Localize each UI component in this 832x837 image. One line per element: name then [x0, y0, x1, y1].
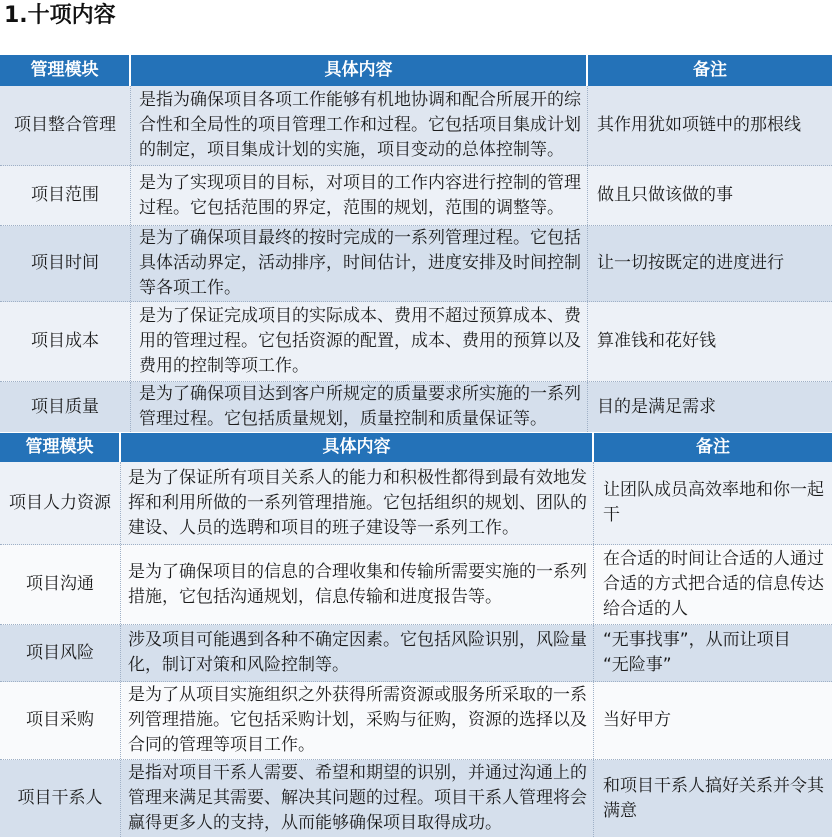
- module-cell: [0, 166, 131, 225]
- remark-line: 满意: [603, 800, 637, 821]
- module-cell: [0, 545, 121, 624]
- table-row: [0, 462, 832, 545]
- module-cell: [0, 382, 131, 432]
- module-cell: [0, 760, 121, 837]
- table-row: [0, 682, 832, 760]
- remark-cell: [594, 760, 832, 837]
- content-cell: [121, 545, 594, 624]
- remark-line: “无事找事”，从而让项目: [603, 630, 791, 650]
- module-name: 项目整合管理: [14, 115, 116, 135]
- remark-cell: [588, 382, 832, 432]
- remark-line: 给合适的人: [603, 599, 688, 619]
- modules-table-2: [0, 433, 832, 837]
- remark-cell: [594, 682, 832, 759]
- module-cell: [0, 302, 131, 381]
- content-line: 是为了确保项目最终的按时完成的一系列管理过程。它包括: [139, 228, 581, 248]
- content-line: 具体活动界定，活动排序，时间估计，进度安排及时间控制: [139, 253, 581, 273]
- column-header-module: 管理模块: [0, 55, 131, 86]
- remark-line: 让团队成员高效率地和你一起: [603, 480, 824, 500]
- content-line: 费用的控制等项工作。: [139, 356, 309, 376]
- content-cell: [131, 86, 588, 165]
- table-header-row: [0, 433, 832, 462]
- module-name: 项目人力资源: [9, 492, 111, 513]
- column-header-remark: 备注: [693, 60, 727, 80]
- remark-cell: [588, 226, 832, 301]
- remark-cell: [588, 166, 832, 225]
- remark-cell: [588, 86, 832, 165]
- module-cell: [0, 86, 131, 165]
- content-line: 合同的管理等项目工作。: [128, 735, 315, 755]
- remark-line: 当好甲方: [603, 710, 671, 730]
- module-name: 项目风险: [26, 642, 94, 663]
- table-row: [0, 302, 832, 382]
- remark-line: 干: [603, 505, 620, 525]
- content-line: 挥和利用所做的一系列管理措施。它包括组织的规划、团队的: [128, 492, 587, 513]
- remark-cell: [588, 302, 832, 381]
- module-cell: [0, 226, 131, 301]
- module-cell: [0, 462, 121, 544]
- content-line: 管理来满足其需要、解决其问题的过程。项目干系人管理将会: [128, 788, 587, 808]
- modules-table-1: [0, 55, 832, 432]
- remark-cell: [594, 462, 832, 544]
- content-line: 赢得更多人的支持，从而能够确保项目取得成功。: [128, 813, 502, 833]
- content-cell: [121, 625, 594, 681]
- content-line: 建设、人员的选聘和项目的班子建设等一系列工作。: [128, 517, 519, 538]
- module-cell: [0, 682, 121, 759]
- content-cell: [131, 166, 588, 225]
- module-name: 项目时间: [31, 253, 99, 273]
- content-line: 是为了实现项目的目标，对项目的工作内容进行控制的管理: [139, 172, 581, 193]
- table-row: [0, 760, 832, 837]
- module-name: 项目干系人: [17, 788, 103, 808]
- content-line: 是指为确保项目各项工作能够有机地协调和配合所展开的综: [139, 90, 581, 110]
- module-name: 项目成本: [31, 331, 99, 351]
- content-line: 措施，它包括沟通规划，信息传输和进度报告等。: [128, 586, 502, 607]
- content-line: 是为了保证所有项目关系人的能力和积极性都得到最有效地发: [128, 467, 587, 488]
- table-row: [0, 166, 832, 226]
- table-row: [0, 625, 832, 682]
- content-line: 等各项工作。: [139, 278, 241, 298]
- remark-line: 合适的方式把合适的信息传达: [603, 574, 824, 594]
- column-header-content: 具体内容: [121, 433, 594, 462]
- content-line: 是为了确保项目达到客户所规定的质量要求所实施的一系列: [139, 384, 581, 404]
- page-title: 1.十项内容: [4, 3, 116, 28]
- table-row: [0, 382, 832, 432]
- content-cell: [121, 462, 594, 544]
- remark-line: “无险事”: [603, 655, 672, 675]
- table-header-row: [0, 55, 832, 86]
- column-header-remark: 备注: [696, 437, 730, 457]
- content-line: 是为了保证完成项目的实际成本、费用不超过预算成本、费: [139, 306, 581, 326]
- remark-line: 和项目干系人搞好关系并令其: [603, 775, 824, 796]
- remark-cell: [594, 625, 832, 681]
- content-cell: [131, 226, 588, 301]
- remark-line: 其作用犹如项链中的那根线: [597, 115, 801, 135]
- table-row: [0, 545, 832, 625]
- content-line: 是指对项目干系人需要、希望和期望的识别，并通过沟通上的: [128, 763, 587, 783]
- content-line: 管理过程。它包括质量规划，质量控制和质量保证等。: [139, 409, 547, 429]
- table-row: [0, 86, 832, 166]
- content-cell: [131, 302, 588, 381]
- remark-cell: [594, 545, 832, 624]
- remark-line: 做且只做该做的事: [597, 185, 733, 205]
- remark-line: 让一切按既定的进度进行: [597, 253, 784, 273]
- content-cell: [121, 682, 594, 759]
- remark-line: 目的是满足需求: [597, 396, 716, 417]
- content-line: 是为了从项目实施组织之外获得所需资源或服务所采取的一系: [128, 685, 587, 705]
- column-header-content: 具体内容: [131, 55, 588, 86]
- module-name: 项目质量: [31, 396, 99, 417]
- module-name: 项目沟通: [26, 574, 94, 594]
- content-line: 是为了确保项目的信息的合理收集和传输所需要实施的一系列: [128, 561, 587, 582]
- remark-line: 算准钱和花好钱: [597, 331, 716, 351]
- module-name: 项目范围: [31, 185, 99, 205]
- content-line: 合性和全局性的项目管理工作和过程。它包括项目集成计划: [139, 115, 581, 135]
- content-line: 用的管理过程。它包括资源的配置，成本、费用的预算以及: [139, 331, 581, 351]
- table-row: [0, 226, 832, 302]
- content-line: 列管理措施。它包括采购计划，采购与征购，资源的选择以及: [128, 710, 587, 730]
- content-line: 的制定，项目集成计划的实施，项目变动的总体控制等。: [139, 140, 564, 160]
- content-line: 过程。它包括范围的界定，范围的规划，范围的调整等。: [139, 197, 564, 218]
- content-cell: [121, 760, 594, 837]
- remark-line: 在合适的时间让合适的人通过: [603, 549, 824, 569]
- module-cell: [0, 625, 121, 681]
- content-line: 化，制订对策和风险控制等。: [128, 655, 349, 675]
- module-name: 项目采购: [26, 710, 94, 730]
- content-line: 涉及项目可能遇到各种不确定因素。它包括风险识别，风险量: [128, 630, 587, 650]
- content-cell: [131, 382, 588, 432]
- column-header-module: 管理模块: [0, 433, 121, 462]
